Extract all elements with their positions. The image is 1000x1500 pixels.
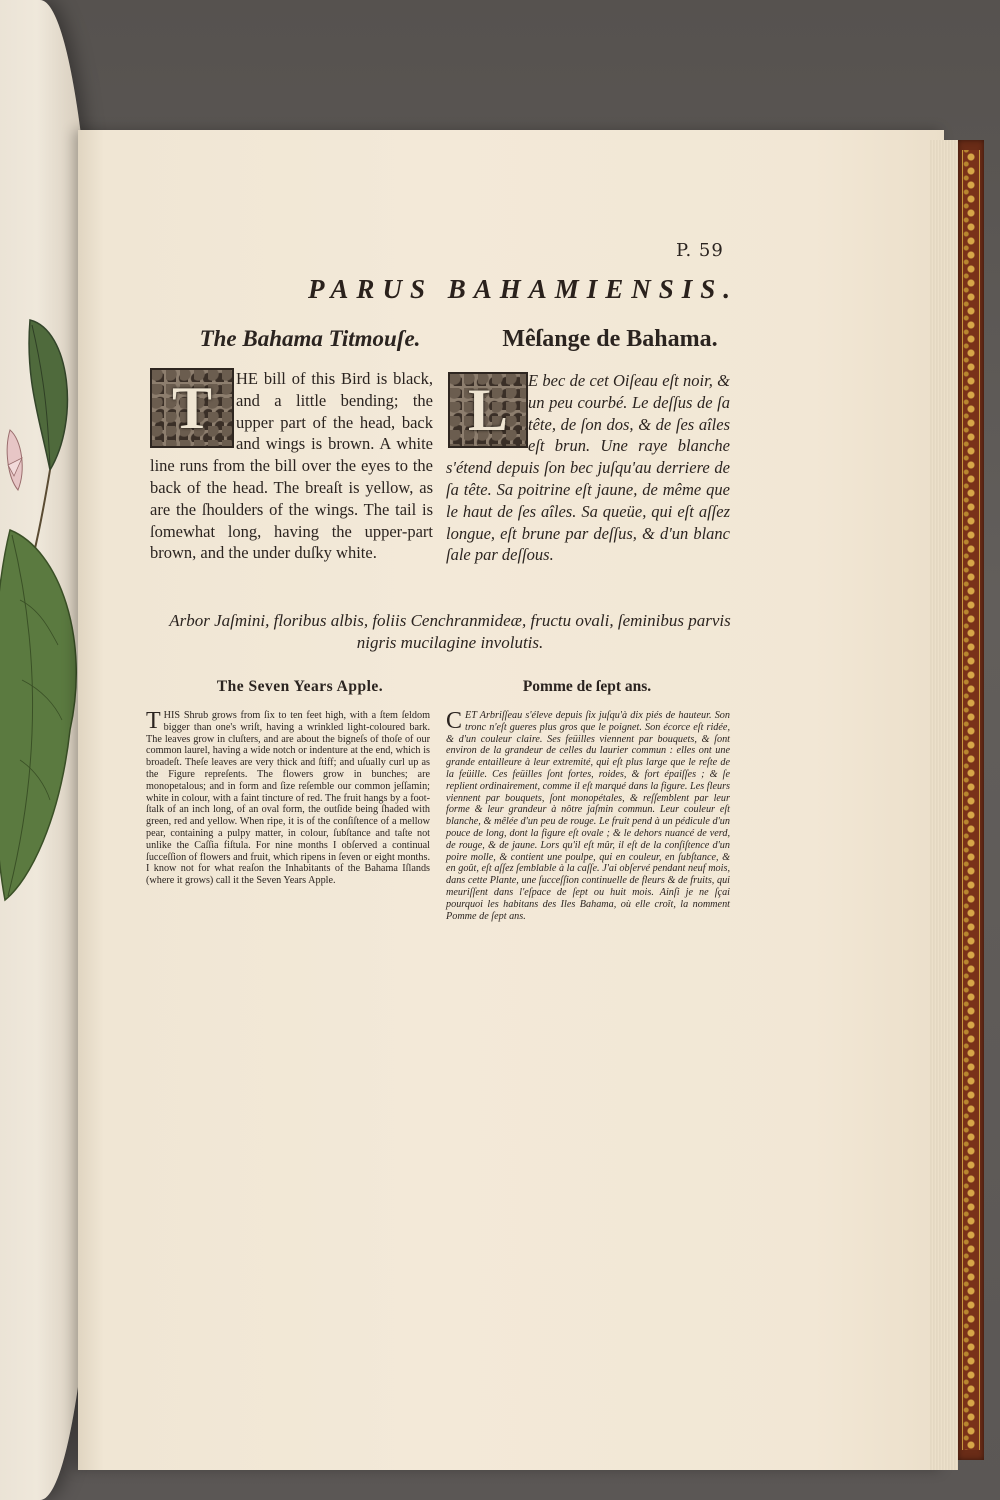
plant-description-french bbox=[446, 710, 730, 922]
plant-text-english: HIS Shrub grows from ſix to ten feet high, with a ſtem ſeldom bigger than one's wriſt, having a wrinkled light-coloured bark. The leaves grow in cluſters, and are about the bigneſs of thoſe of our common laurel, having a wide notch or indenture at the end, which is broadeſt. Theſe leaves are very thick and ſtiff; and uſually curl up as the Figure repreſents. The flowers grow in bunches; are monopetalous; and in form and ſize reſemble our common jeſſamin; white in colour, with a faint tincture of red. The fruit hangs by a foot-ſtalk of an inch long, of an oval form, the outſide being ſhaded with green, red and yellow. When ripe, it is of the conſiſtence of a mellow pear, containing a pulpy matter, in colour, ſubſtance and taſte not unlike the Caſſia fiſtula. For nine months I obſerved a continual ſucceſſion of flowers and fruit, which ripens in ſeven or eight months. I know not for what reaſon the Inhabitants of the Bahama Iſlands (where it grows) call it the Seven Years Apple. bbox=[146, 710, 430, 887]
gilt-border-ornament bbox=[962, 150, 980, 1450]
dropcap-letter-french: L bbox=[467, 376, 509, 443]
bird-title-english: The Bahama Titmouſe. bbox=[199, 326, 421, 351]
dropcap-spacer bbox=[150, 368, 236, 442]
page-fore-edge bbox=[930, 140, 958, 1470]
plant-title-french: Pomme de ſept ans. bbox=[522, 678, 652, 695]
bird-text-french: E bec de cet Oiſeau eſt noir, & un peu courbé. Le deſſus de ſa tête, de ſon dos, & de ſes aîles eſt brun. Une raye blanche s'étend depuis ſon bec juſqu'au derriere de ſa tête. Sa poitrine eſt jaune, de même que le haut de ſes aîles. Sa queüe, qui eſt aſſez longue, eſt brune par deſſus, & d'un blanc ſale par deſſous. bbox=[446, 371, 730, 565]
bird-text-english: HE bill of this Bird is black, and a little bending; the upper part of the head, back and wings is brown. A white line runs from the bill over the eyes to the back of the head. The breaſt is yellow, as are the ſhoulders of the wings. The tail is ſomewhat long, having the upper-part brown, and the under duſky white. bbox=[150, 369, 433, 563]
plant-title-english: The Seven Years Apple. bbox=[216, 678, 384, 695]
bird-description-english bbox=[150, 368, 433, 564]
page-number: P. 59 bbox=[676, 240, 724, 261]
plant-description-english bbox=[146, 710, 430, 887]
dropcap-letter-english: T bbox=[171, 374, 213, 441]
bird-title-french: Mêſange de Bahama. bbox=[502, 326, 718, 352]
plant-text-french: ET Arbriſſeau s'éleve depuis ſix juſqu'à dix piés de hauteur. Son tronc n'eſt gueres plus gros que le poignet. Son écorce eſt ridée, & d'un couleur claire. Ses feüilles viennent par bouquets, & ſont environ de la grandeur de celles du laurier commun : elles ont une grande entailleure à leur extremité, qui eſt plus large que le reſte de la feüille. Ces feüilles ſont fortes, roides, & fort épaiſſes ; & ſe replient ordinairement, comme il eſt marqué dans la figure. Les fleurs viennent par bouquets, ſont monopétales, & reſſemblent par leur forme & leur grandeur à nôtre jaſmin commun. Leur couleur eſt blanche, & mêlée d'un peu de rouge. Le fruit pend à un pédicule d'un pouce de long, dont la figure eſt ovale ; & le dehors nuancé de verd, de rouge, & de jaune. Lors qu'il eſt mûr, il eſt de la conſiſtence d'un poire molle, & contient une poulpe, qui en couleur, en ſubſtance, & en goût, eſt aſſez ſemblable à la caſſe. J'ai obſervé pendant neuf mois, dans cette Plante, une ſucceſſion continuelle de fleurs & de fruits, qui meuriſſent dans l'eſpace de ſept ou huit mois. Ainſi je ne ſçai pourquoi les habitans des Iles Bahama, où elle croît, la nomment Pomme de ſept ans. bbox=[446, 710, 730, 922]
initial-letter-english: T bbox=[146, 708, 161, 734]
plant-latin-title: Arbor Jaſmini, floribus albis, foliis Cenchranmideæ, fructu ovali, ſeminibus parvis nigris mucilagine involutis. bbox=[169, 611, 731, 652]
main-title: PARUS BAHAMIENSIS. bbox=[307, 274, 739, 304]
bird-description-french bbox=[446, 370, 730, 566]
dropcap-spacer bbox=[446, 370, 528, 440]
initial-letter-french: C bbox=[446, 708, 463, 734]
